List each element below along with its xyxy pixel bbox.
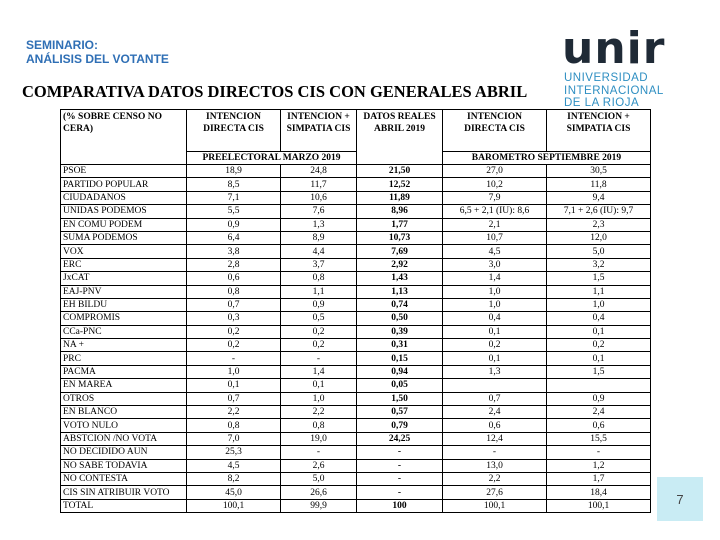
header-col3: DATOS REALES ABRIL 2019 (357, 110, 443, 165)
cell-intencion-directa-marzo: 0,8 (187, 419, 281, 432)
table-row (61, 365, 651, 378)
cell-datos-reales: 1,43 (357, 272, 443, 285)
cell-intencion-simpatia-septiembre: 0,9 (547, 392, 651, 405)
row-label: VOTO NULO (61, 419, 187, 432)
seminar-line-1: SEMINARIO: (26, 38, 98, 52)
cell-intencion-directa-septiembre: 0,2 (443, 339, 547, 352)
cell-datos-reales: 0,50 (357, 312, 443, 325)
cell-intencion-simpatia-septiembre: 1,5 (547, 272, 651, 285)
cell-datos-reales: 0,15 (357, 352, 443, 365)
table-row (61, 499, 651, 512)
row-label: EH BILDU (61, 298, 187, 311)
table-row (61, 231, 651, 244)
cell-datos-reales: 7,69 (357, 245, 443, 258)
cell-intencion-simpatia-marzo: 8,9 (281, 231, 357, 244)
row-label: NO DECIDIDO AUN (61, 446, 187, 459)
cell-intencion-simpatia-marzo: 3,7 (281, 258, 357, 271)
cell-intencion-directa-marzo: 0,2 (187, 339, 281, 352)
cell-datos-reales: 10,73 (357, 231, 443, 244)
row-label: CIUDADANOS (61, 191, 187, 204)
cell-intencion-directa-septiembre: 27,6 (443, 486, 547, 499)
cell-intencion-directa-septiembre: 0,1 (443, 352, 547, 365)
cell-datos-reales: - (357, 459, 443, 472)
table-row (61, 392, 651, 405)
row-label: ERC (61, 258, 187, 271)
cell-intencion-simpatia-marzo: 19,0 (281, 432, 357, 445)
cell-datos-reales: 1,13 (357, 285, 443, 298)
cell-intencion-simpatia-septiembre: 30,5 (547, 165, 651, 178)
row-label: JxCAT (61, 272, 187, 285)
cell-intencion-simpatia-marzo: 7,6 (281, 205, 357, 218)
cell-intencion-simpatia-marzo: - (281, 352, 357, 365)
cell-intencion-simpatia-marzo: 0,8 (281, 272, 357, 285)
seminar-line-2: ANÁLISIS DEL VOTANTE (26, 52, 169, 66)
table-row (61, 339, 651, 352)
table-row (61, 379, 651, 392)
table-row (61, 245, 651, 258)
header-col4: INTENCION DIRECTA CIS (443, 110, 547, 152)
cell-datos-reales: 21,50 (357, 165, 443, 178)
cell-datos-reales: 100 (357, 499, 443, 512)
logo-line-3: DE LA RIOJA (564, 97, 640, 109)
cell-intencion-simpatia-septiembre: 100,1 (547, 499, 651, 512)
table-row (61, 285, 651, 298)
row-label: ABSTCION /NO VOTA (61, 432, 187, 445)
cell-intencion-directa-septiembre: 0,7 (443, 392, 547, 405)
cell-intencion-simpatia-marzo: 24,8 (281, 165, 357, 178)
table-row (61, 486, 651, 499)
cell-intencion-simpatia-septiembre: 9,4 (547, 191, 651, 204)
cell-intencion-simpatia-marzo: 0,8 (281, 419, 357, 432)
cell-intencion-directa-marzo: 18,9 (187, 165, 281, 178)
slide-title: COMPARATIVA DATOS DIRECTOS CIS CON GENERALES ABRIL (22, 82, 528, 101)
cell-intencion-simpatia-marzo: 0,2 (281, 339, 357, 352)
cell-intencion-simpatia-septiembre: 0,1 (547, 352, 651, 365)
header-col5: INTENCION + SIMPATIA CIS (547, 110, 651, 152)
cell-intencion-simpatia-septiembre: 1,7 (547, 472, 651, 485)
cell-intencion-simpatia-marzo: 1,1 (281, 285, 357, 298)
cell-intencion-simpatia-marzo: 1,4 (281, 365, 357, 378)
row-label: PSOE (61, 165, 187, 178)
cell-intencion-simpatia-septiembre: 0,2 (547, 339, 651, 352)
cell-intencion-simpatia-marzo: 0,2 (281, 325, 357, 338)
cell-intencion-directa-septiembre: 7,9 (443, 191, 547, 204)
cell-intencion-directa-marzo: 0,7 (187, 298, 281, 311)
table-row (61, 178, 651, 191)
row-label: UNIDAS PODEMOS (61, 205, 187, 218)
cell-intencion-directa-marzo: 0,2 (187, 325, 281, 338)
cell-intencion-simpatia-septiembre: 15,5 (547, 432, 651, 445)
cell-intencion-simpatia-septiembre: 2,3 (547, 218, 651, 231)
cell-intencion-simpatia-marzo: 0,5 (281, 312, 357, 325)
row-label: COMPROMIS (61, 312, 187, 325)
cell-intencion-directa-septiembre: 1,0 (443, 298, 547, 311)
cell-intencion-directa-marzo: 2,2 (187, 406, 281, 419)
cell-intencion-simpatia-septiembre: 2,4 (547, 406, 651, 419)
seminar-heading (26, 38, 169, 66)
cell-intencion-directa-marzo: 8,5 (187, 178, 281, 191)
cell-intencion-simpatia-septiembre: 7,1 + 2,6 (IU): 9,7 (547, 205, 651, 218)
table-row (61, 325, 651, 338)
table-row (61, 432, 651, 445)
cell-datos-reales: 24,25 (357, 432, 443, 445)
cell-intencion-simpatia-marzo: 1,0 (281, 392, 357, 405)
row-label: NA + (61, 339, 187, 352)
cell-intencion-directa-septiembre: 27,0 (443, 165, 547, 178)
cell-intencion-simpatia-septiembre: 1,2 (547, 459, 651, 472)
cell-intencion-directa-marzo: 6,4 (187, 231, 281, 244)
cell-datos-reales: 0,57 (357, 406, 443, 419)
cell-intencion-simpatia-septiembre: 0,4 (547, 312, 651, 325)
cell-intencion-simpatia-marzo: 99,9 (281, 499, 357, 512)
cell-intencion-directa-marzo: 0,3 (187, 312, 281, 325)
cell-intencion-directa-marzo: 0,7 (187, 392, 281, 405)
cell-intencion-directa-marzo: 2,8 (187, 258, 281, 271)
table-row (61, 298, 651, 311)
cell-intencion-simpatia-septiembre: 1,1 (547, 285, 651, 298)
cell-intencion-directa-septiembre: 10,2 (443, 178, 547, 191)
cell-datos-reales: 0,94 (357, 365, 443, 378)
cell-intencion-directa-marzo: 45,0 (187, 486, 281, 499)
row-label: PACMA (61, 365, 187, 378)
table-header-row (61, 110, 651, 152)
logo-line-1: UNIVERSIDAD (564, 72, 649, 84)
cell-datos-reales: 11,89 (357, 191, 443, 204)
cell-intencion-simpatia-septiembre (547, 379, 651, 392)
header-col2: INTENCION + SIMPATIA CIS (281, 110, 357, 152)
cell-intencion-directa-marzo: 100,1 (187, 499, 281, 512)
header-label-cell: (% SOBRE CENSO NO CERA) (61, 110, 187, 165)
cell-datos-reales: 2,92 (357, 258, 443, 271)
cell-datos-reales: 1,50 (357, 392, 443, 405)
cell-intencion-simpatia-marzo: 1,3 (281, 218, 357, 231)
table-row (61, 218, 651, 231)
cell-intencion-simpatia-marzo: 2,2 (281, 406, 357, 419)
cell-intencion-directa-marzo: 0,8 (187, 285, 281, 298)
table-row (61, 191, 651, 204)
cell-intencion-simpatia-marzo: 2,6 (281, 459, 357, 472)
cell-intencion-simpatia-septiembre: 0,6 (547, 419, 651, 432)
row-label: PRC (61, 352, 187, 365)
cell-datos-reales: 0,05 (357, 379, 443, 392)
cell-intencion-directa-marzo: 0,6 (187, 272, 281, 285)
row-label: EN BLANCO (61, 406, 187, 419)
cell-intencion-directa-marzo: 8,2 (187, 472, 281, 485)
row-label: OTROS (61, 392, 187, 405)
table-row (61, 205, 651, 218)
logo-line-2: INTERNACIONAL (564, 84, 664, 97)
cell-intencion-directa-marzo: 0,1 (187, 379, 281, 392)
unir-logo (560, 23, 710, 112)
table-row (61, 419, 651, 432)
cell-intencion-directa-septiembre: 12,4 (443, 432, 547, 445)
cell-intencion-directa-marzo: 1,0 (187, 365, 281, 378)
cell-datos-reales: 8,96 (357, 205, 443, 218)
row-label: PARTIDO POPULAR (61, 178, 187, 191)
cell-intencion-directa-septiembre (443, 379, 547, 392)
cell-intencion-directa-septiembre: 4,5 (443, 245, 547, 258)
cell-intencion-directa-septiembre: 6,5 + 2,1 (IU): 8,6 (443, 205, 547, 218)
cell-intencion-directa-septiembre: 0,1 (443, 325, 547, 338)
table-row (61, 446, 651, 459)
row-label: CCa-PNC (61, 325, 187, 338)
cell-intencion-directa-septiembre: 100,1 (443, 499, 547, 512)
cell-intencion-directa-marzo: 4,5 (187, 459, 281, 472)
row-label: TOTAL (61, 499, 187, 512)
table-row (61, 272, 651, 285)
table-row (61, 352, 651, 365)
cell-intencion-directa-septiembre: 2,4 (443, 406, 547, 419)
group-barometro: BAROMETRO SEPTIEMBRE 2019 (443, 152, 651, 165)
cell-datos-reales: - (357, 446, 443, 459)
cell-datos-reales: 12,52 (357, 178, 443, 191)
cell-intencion-simpatia-septiembre: 18,4 (547, 486, 651, 499)
cell-intencion-simpatia-septiembre: - (547, 446, 651, 459)
cell-intencion-simpatia-marzo: 10,6 (281, 191, 357, 204)
cell-intencion-simpatia-septiembre: 1,5 (547, 365, 651, 378)
cell-intencion-directa-marzo: 7,0 (187, 432, 281, 445)
table-row (61, 165, 651, 178)
cell-datos-reales: 1,77 (357, 218, 443, 231)
cell-datos-reales: 0,31 (357, 339, 443, 352)
table-row (61, 472, 651, 485)
row-label: CIS SIN ATRIBUIR VOTO (61, 486, 187, 499)
cell-intencion-directa-septiembre: 10,7 (443, 231, 547, 244)
cell-intencion-directa-septiembre: 0,4 (443, 312, 547, 325)
cell-intencion-simpatia-marzo: 0,1 (281, 379, 357, 392)
table-row (61, 459, 651, 472)
group-preelectoral: PREELECTORAL MARZO 2019 (187, 152, 357, 165)
cell-intencion-simpatia-marzo: 11,7 (281, 178, 357, 191)
cell-intencion-simpatia-marzo: - (281, 446, 357, 459)
table-row (61, 258, 651, 271)
cell-intencion-simpatia-septiembre: 1,0 (547, 298, 651, 311)
table-row (61, 406, 651, 419)
cell-intencion-simpatia-marzo: 5,0 (281, 472, 357, 485)
cell-intencion-directa-septiembre: 3,0 (443, 258, 547, 271)
cell-intencion-directa-marzo: 25,3 (187, 446, 281, 459)
cell-intencion-directa-septiembre: 1,3 (443, 365, 547, 378)
header-col1: INTENCION DIRECTA CIS (187, 110, 281, 152)
row-label: EAJ-PNV (61, 285, 187, 298)
cell-datos-reales: 0,74 (357, 298, 443, 311)
row-label: VOX (61, 245, 187, 258)
cell-intencion-directa-septiembre: 1,4 (443, 272, 547, 285)
cell-intencion-directa-septiembre: 13,0 (443, 459, 547, 472)
cell-intencion-simpatia-septiembre: 12,0 (547, 231, 651, 244)
cell-datos-reales: 0,39 (357, 325, 443, 338)
row-label: EN MAREA (61, 379, 187, 392)
cell-intencion-directa-marzo: 0,9 (187, 218, 281, 231)
cell-datos-reales: - (357, 486, 443, 499)
cell-intencion-simpatia-marzo: 0,9 (281, 298, 357, 311)
cell-intencion-directa-septiembre: 2,1 (443, 218, 547, 231)
cell-intencion-simpatia-septiembre: 11,8 (547, 178, 651, 191)
cell-intencion-directa-septiembre: 0,6 (443, 419, 547, 432)
cell-intencion-directa-septiembre: 2,2 (443, 472, 547, 485)
cell-intencion-directa-marzo: - (187, 352, 281, 365)
page-number: 7 (657, 477, 703, 521)
cell-intencion-directa-septiembre: - (443, 446, 547, 459)
row-label: NO CONTESTA (61, 472, 187, 485)
cell-intencion-simpatia-marzo: 4,4 (281, 245, 357, 258)
cell-datos-reales: 0,79 (357, 419, 443, 432)
comparison-table (60, 109, 651, 513)
cell-datos-reales: - (357, 472, 443, 485)
logo-wordmark: unir (562, 23, 666, 74)
cell-intencion-directa-marzo: 7,1 (187, 191, 281, 204)
cell-intencion-simpatia-marzo: 26,6 (281, 486, 357, 499)
cell-intencion-simpatia-septiembre: 3,2 (547, 258, 651, 271)
cell-intencion-directa-marzo: 5,5 (187, 205, 281, 218)
table-row (61, 312, 651, 325)
row-label: EN COMU PODEM (61, 218, 187, 231)
cell-intencion-directa-marzo: 3,8 (187, 245, 281, 258)
cell-intencion-simpatia-septiembre: 5,0 (547, 245, 651, 258)
row-label: NO SABE TODAVIA (61, 459, 187, 472)
cell-intencion-simpatia-septiembre: 0,1 (547, 325, 651, 338)
cell-intencion-directa-septiembre: 1,0 (443, 285, 547, 298)
row-label: SUMA PODEMOS (61, 231, 187, 244)
